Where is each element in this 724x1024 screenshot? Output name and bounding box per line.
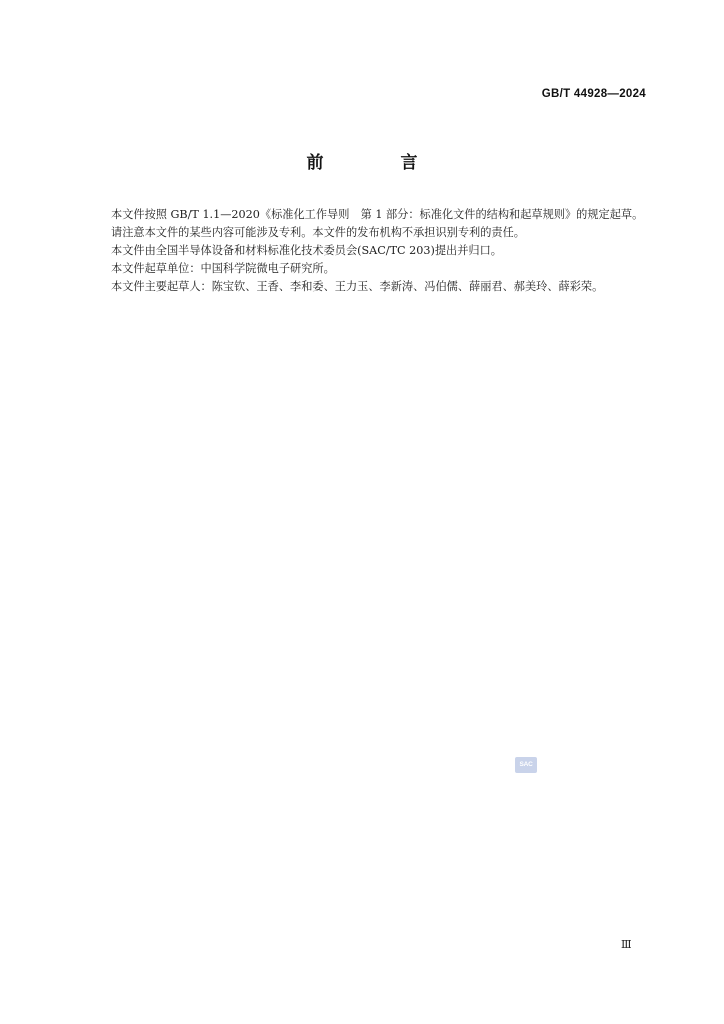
- paragraph-proposer: 本文件由全国半导体设备和材料标准化技术委员会(SAC/TC 203)提出并归口。: [111, 244, 502, 257]
- paragraph-drafters: 本文件主要起草人：陈宝钦、王香、李和委、王力玉、李新涛、冯伯儒、薛丽君、郝美玲、薛彩荣。: [111, 280, 604, 293]
- section-title: 前 言: [306, 153, 448, 173]
- document-number: GB/T 44928—2024: [541, 88, 646, 100]
- page-number: Ⅲ: [621, 938, 632, 951]
- paragraph-drafting-units: 本文件起草单位：中国科学院微电子研究所。: [111, 262, 335, 275]
- paragraph-drafting-rules: 本文件按照 GB/T 1.1—2020《标准化工作导则 第 1 部分：标准化文件的结构和起草规则》的规定起草。: [111, 208, 644, 221]
- paragraph-patent-notice: 请注意本文件的某些内容可能涉及专利。本文件的发布机构不承担识别专利的责任。: [111, 226, 525, 239]
- sac-watermark-logo: SAC: [515, 757, 537, 773]
- foreword-body: [87, 206, 649, 296]
